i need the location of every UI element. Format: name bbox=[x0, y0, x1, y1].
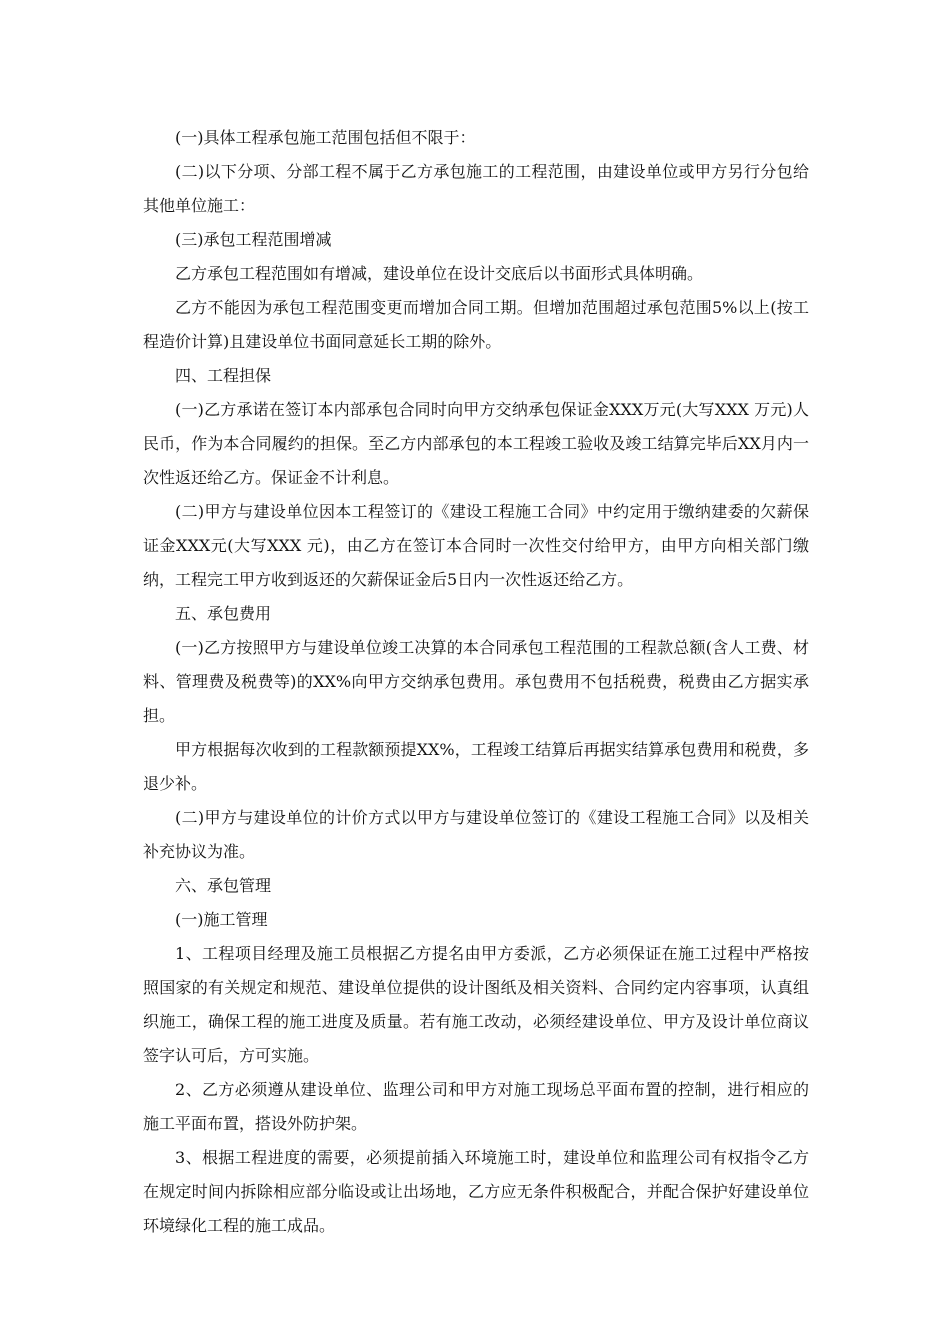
section-heading-management: 六、承包管理 bbox=[175, 876, 272, 895]
document-body bbox=[143, 121, 809, 1243]
paragraph-schedule: 乙方不能因为承包工程范围变更而增加合同工期。但增加范围超过承包范围5%以上(按工程造价计算)且建设单位书面同意延长工期的除外。 bbox=[143, 298, 809, 351]
paragraph-management-2: 2、乙方必须遵从建设单位、监理公司和甲方对施工现场总平面布置的控制，进行相应的施工平面布置，搭设外防护架。 bbox=[143, 1080, 809, 1133]
paragraph-guarantee-2: (二)甲方与建设单位因本工程签订的《建设工程施工合同》中约定用于缴纳建委的欠薪保证金XXX元(大写XXX 元)，由乙方在签订本合同时一次性交付给甲方，由甲方向相关部门缴纳，工程完工甲方收到返还的欠薪保证金后5日内一次性返还给乙方。 bbox=[143, 502, 809, 589]
paragraph-scope-change: 乙方承包工程范围如有增减，建设单位在设计交底后以书面形式具体明确。 bbox=[175, 264, 704, 283]
paragraph-management-1: 1、工程项目经理及施工员根据乙方提名由甲方委派，乙方必须保证在施工过程中严格按照国家的有关规定和规范、建设单位提供的设计图纸及相关资料、合同约定内容事项，认真组织施工，确保工程的施工进度及质量。若有施工改动，必须经建设单位、甲方及设计单位商议签字认可后，方可实施。 bbox=[143, 944, 809, 1065]
paragraph-guarantee-1: (一)乙方承诺在签订本内部承包合同时向甲方交纳承包保证金XXX万元(大写XXX 万元)人民币，作为本合同履约的担保。至乙方内部承包的本工程竣工验收及竣工结算完毕后XX月内一次性返还给乙方。保证金不计利息。 bbox=[143, 400, 809, 487]
paragraph-scope-1: (一)具体工程承包施工范围包括但不限于： bbox=[175, 128, 476, 147]
section-heading-guarantee: 四、工程担保 bbox=[175, 366, 272, 385]
section-heading-fees: 五、承包费用 bbox=[175, 604, 272, 623]
paragraph-scope-2: (二)以下分项、分部工程不属于乙方承包施工的工程范围，由建设单位或甲方另行分包给其他单位施工： bbox=[143, 162, 809, 215]
paragraph-scope-3: (三)承包工程范围增减 bbox=[175, 230, 332, 249]
paragraph-management-3: 3、根据工程进度的需要，必须提前插入环境施工时，建设单位和监理公司有权指令乙方在规定时间内拆除相应部分临设或让出场地，乙方应无条件积极配合，并配合保护好建设单位环境绿化工程的施工成品。 bbox=[143, 1148, 809, 1235]
paragraph-fees-2: (二)甲方与建设单位的计价方式以甲方与建设单位签订的《建设工程施工合同》以及相关补充协议为准。 bbox=[143, 808, 809, 861]
subheading-construction-management: (一)施工管理 bbox=[175, 910, 268, 929]
paragraph-fees-withhold: 甲方根据每次收到的工程款额预提XX%，工程竣工结算后再据实结算承包费用和税费，多退少补。 bbox=[143, 740, 809, 793]
paragraph-fees-1: (一)乙方按照甲方与建设单位竣工决算的本合同承包工程范围的工程款总额(含人工费、材料、管理费及税费等)的XX%向甲方交纳承包费用。承包费用不包括税费，税费由乙方据实承担。 bbox=[143, 638, 809, 725]
